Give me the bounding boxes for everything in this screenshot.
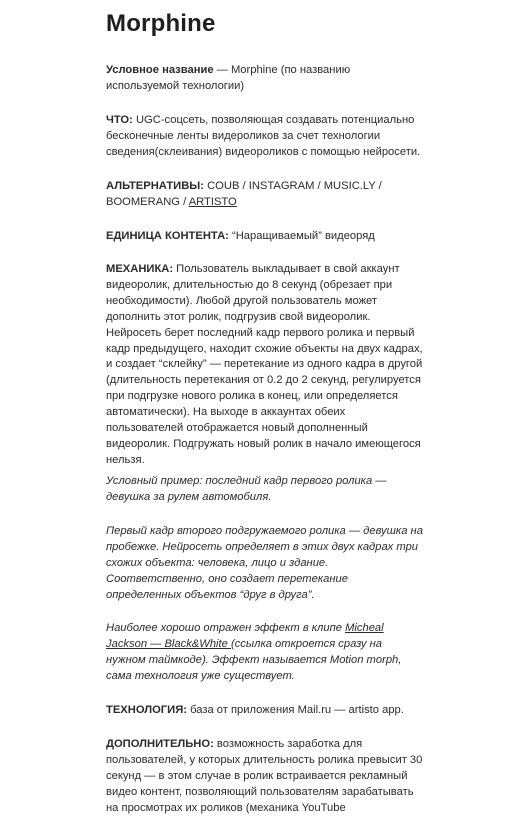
paragraph-content-unit xyxy=(106,229,424,245)
paragraph-clip-reference xyxy=(106,621,424,685)
mechanics-label: МЕХАНИКА: xyxy=(106,263,174,275)
document-page xyxy=(106,0,424,814)
paragraph-alternatives xyxy=(106,179,424,211)
additional-label: ДОПОЛНИТЕЛЬНО: xyxy=(106,738,214,750)
paragraph-mechanics xyxy=(106,262,424,469)
paragraph-technology xyxy=(106,703,424,719)
paragraph-example: Условный пример: последний кадр первого ролика — девушка за рулем автомобиля. xyxy=(106,475,387,503)
paragraph-what xyxy=(106,113,424,161)
alternatives-label: АЛЬТЕРНАТИВЫ: xyxy=(106,180,204,192)
paragraph-additional xyxy=(106,737,424,817)
content-unit-text: “Наращиваемый” видеоряд xyxy=(228,230,375,242)
page-title: Morphine xyxy=(106,10,216,37)
technology-text: база от приложения Mail.ru — artisto app. xyxy=(186,704,404,716)
paragraph-example-second-clip: Первый кадр второго подгружаемого ролика — девушка на пробежке. Нейросеть определяет в этих двух кадрах три схожих объекта: человека, лицо и здание. Соответственно, оно создает перетекание определенных объектов “друг в друга”. xyxy=(106,525,423,601)
clip-reference-text-before: Наиболее хорошо отражен эффект в клипе xyxy=(106,622,346,634)
alternatives-text: COUB / INSTAGRAM / MUSIC.LY / BOOMERANG / xyxy=(106,180,382,208)
technology-label: ТЕХНОЛОГИЯ: xyxy=(106,704,187,716)
mechanics-text: Пользователь выкладывает в свой аккаунт видеоролик, длительностью до 8 секунд (обрезает при необходимости). Любой другой пользователь может дополнить этот ролик, подгрузив свой видеоролик. Нейросеть берет последний кадр первого ролика и первый кадр предыдущего, находит схожие объекты на двух кадрах, и создает “склейку” — перетекание из одного кадра в другой (длительность перетекания от 0.2 до 2 секунд, регулируется при подгрузке нового ролика в конец, или определяется автоматически). На выходе в аккаунтах обеих пользователей отображается новый дополненный видеоролик. Подгружать новый ролик в начало имеющегося нельзя. xyxy=(106,263,423,466)
codename-text: — Morphine (по названию используемой технологии) xyxy=(106,64,351,92)
what-label: ЧТО: xyxy=(106,114,133,126)
additional-text: возможность заработка для пользователей, у которых длительность ролика превысит 30 секунд — в этом случае в ролик встраивается рекламный видео контент, позволяющий пользователям зарабатывать на просмотрах их роликов (механика YouTube xyxy=(106,738,423,814)
codename-label: Условное название xyxy=(106,64,214,76)
what-text: UGC-соцсеть, позволяющая создавать потенциально бесконечные ленты видероликов за счет технологии сведения(склеивания) видеороликов с помощью нейросети. xyxy=(106,114,421,158)
clip-reference-text-after: (ссылка откроется сразу на нужном таймкоде). Эффект называется Motion morph, сама технология уже существует. xyxy=(106,637,402,682)
content-unit-label: ЕДИНИЦА КОНТЕНТА: xyxy=(106,230,229,242)
paragraph-codename xyxy=(106,63,424,95)
michael-jackson-clip-link[interactable]: Micheal Jackson — Black&White xyxy=(106,622,384,650)
artisto-link[interactable]: ARTISTO xyxy=(188,195,237,208)
